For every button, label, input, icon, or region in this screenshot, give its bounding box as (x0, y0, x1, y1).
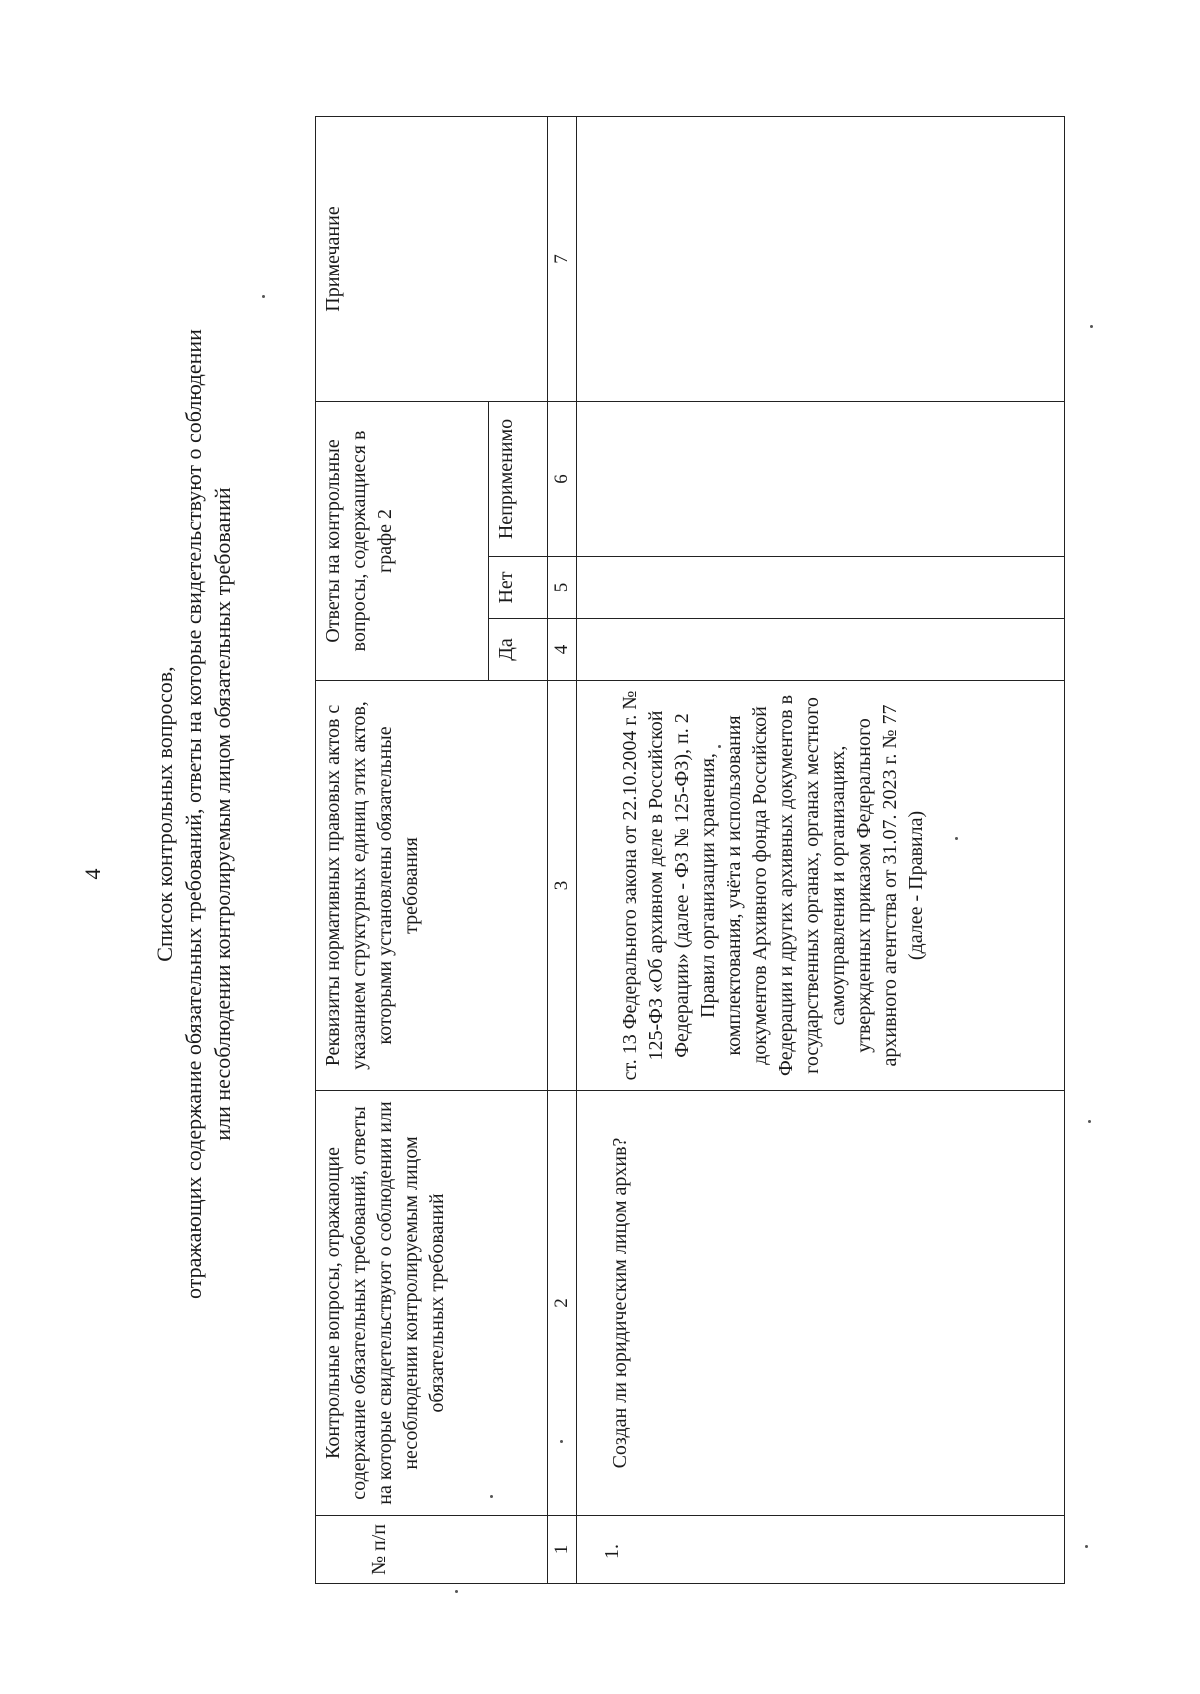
scan-speck (262, 295, 265, 298)
row-answer-yes (577, 619, 1065, 681)
header-answers: Ответы на контрольные вопросы, содержащиеся в графе 2 (316, 401, 489, 680)
column-number-4: 4 (548, 619, 577, 681)
row-answer-not-applicable (577, 401, 1065, 556)
document-title (150, 314, 237, 1314)
scan-speck (1085, 1545, 1088, 1548)
scan-speck (560, 1440, 563, 1443)
header-not-applicable: Неприменимо (489, 401, 548, 556)
table-row (577, 116, 1065, 1583)
column-number-6: 6 (548, 401, 577, 556)
title-line-2: отражающих содержание обязательных требований, ответы на которые свидетельствуют о соблюдении (181, 329, 206, 1299)
header-requisites: Реквизиты нормативных правовых актов с указанием структурных единиц этих актов, которыми установлены обязательные требования (316, 681, 548, 1091)
scan-speck (1090, 325, 1093, 328)
scan-speck (1088, 1120, 1091, 1123)
column-number-3: 3 (548, 681, 577, 1091)
scan-speck (955, 837, 958, 840)
scan-speck (490, 1495, 493, 1498)
scan-speck (718, 745, 721, 748)
header-yes: Да (489, 619, 548, 681)
header-note: Примечание (316, 116, 548, 401)
checklist-table (315, 116, 1065, 1584)
row-answer-no (577, 557, 1065, 619)
header-no: Нет (489, 557, 548, 619)
column-number-2: 2 (548, 1091, 577, 1516)
page-number: 4 (80, 868, 105, 880)
header-questions: Контрольные вопросы, отражающие содержание обязательных требований, ответы на которые свидетельствуют о соблюдении или несоблюдении контролируемым лицом обязательных требований (316, 1091, 548, 1516)
row-question: Создан ли юридическим лицом архив? (577, 1091, 1065, 1516)
scan-speck (455, 1590, 458, 1593)
row-number: 1. (577, 1516, 1065, 1584)
row-requisites: ст. 13 Федерального закона от 22.10.2004 г. № 125-ФЗ «Об архивном деле в Российской Федерации» (далее - ФЗ № 125-ФЗ), п. 2 Правил организации хранения, комплектования, учёта и использования документов Архивного фонда Российской Федерации и других архивных документов в государственных органах, органах местного самоуправления и организациях, утвержденных приказом Федерального архивного агентства от 31.07. 2023 г. № 77 (далее - Правила) (577, 681, 1065, 1091)
column-number-7: 7 (548, 116, 577, 401)
column-number-5: 5 (548, 557, 577, 619)
column-number-1: 1 (548, 1516, 577, 1584)
title-line-3: или несоблюдении контролируемым лицом обязательных требований (210, 487, 235, 1141)
header-number: № п/п (316, 1516, 548, 1584)
title-line-1: Список контрольных вопросов, (152, 666, 177, 962)
row-note (577, 116, 1065, 401)
